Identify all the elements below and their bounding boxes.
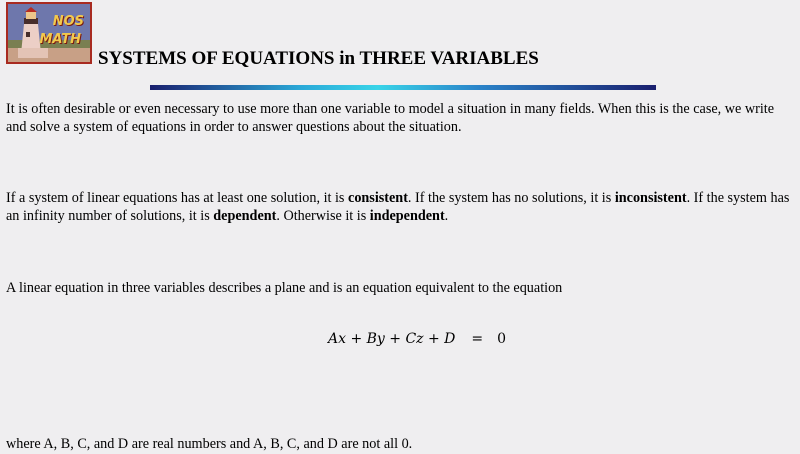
definitions-text-2: . If the system has no solutions, it is — [407, 190, 615, 206]
definitions-text-5: . — [444, 208, 449, 224]
definitions-text-4: . Otherwise it is — [276, 208, 370, 224]
page-title: SYSTEMS OF EQUATIONS in THREE VARIABLES — [98, 48, 539, 69]
term-consistent: consistent — [348, 190, 408, 206]
title-divider — [150, 85, 656, 90]
term-inconsistent: inconsistent — [614, 190, 687, 206]
linear-equation-paragraph: A linear equation in three variables describes a plane and is an equation equivalent to the equation — [6, 280, 563, 296]
term-independent: independent — [369, 208, 445, 224]
definitions-text-1: If a system of linear equations has at least one solution, it is — [6, 190, 349, 206]
logo-text-line1: NOS — [52, 14, 84, 29]
term-dependent: dependent — [213, 208, 277, 224]
plane-equation — [328, 331, 506, 347]
site-logo[interactable] — [6, 2, 92, 64]
equation-rhs: 0 — [497, 331, 507, 347]
logo-text-line2: MATH — [39, 32, 81, 47]
coefficients-paragraph: where A, B, C, and D are real numbers and A, B, C, and D are not all 0. — [6, 436, 413, 452]
equation-operator: = — [471, 331, 484, 347]
intro-paragraph: It is often desirable or even necessary to use more than one variable to model a situation in many fields. When this is the case, we write and solve a system of equations in order to answer questions about the situation. — [6, 101, 774, 135]
definitions-text-3: . If the system has an infinity number of solutions, it is — [6, 190, 790, 224]
equation-lhs: Ax + By + Cz + D — [328, 331, 456, 347]
definitions-paragraph — [6, 189, 794, 225]
